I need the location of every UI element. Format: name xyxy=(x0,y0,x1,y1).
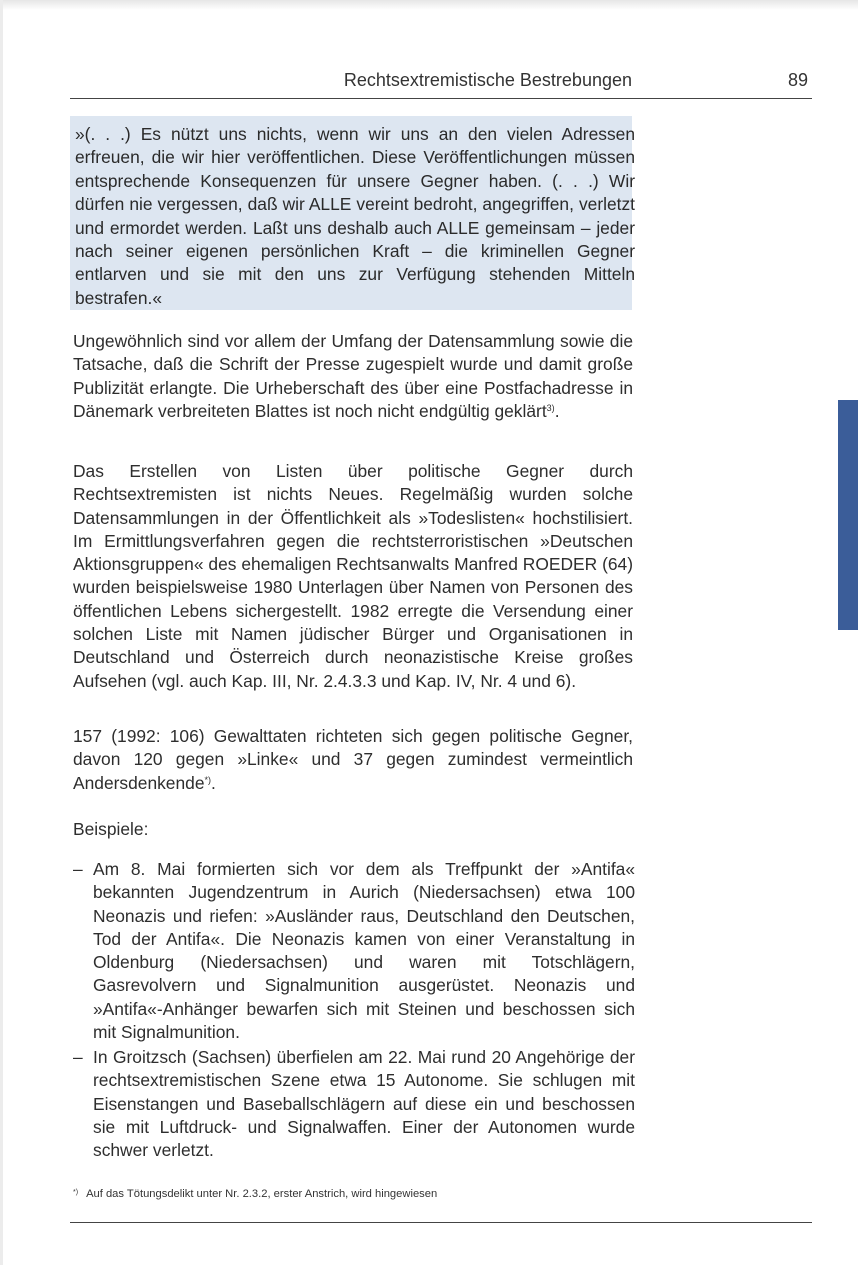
paragraph-end: . xyxy=(554,400,560,421)
footnote xyxy=(73,1188,633,1200)
quoted-passage: »(. . .) Es nützt uns nichts, wenn wir uns an den vielen Adressen erfreuen, die wir hier veröffentlichen. Diese Veröffentlichungen müssen entsprechende Konsequenzen für unsere Gegner haben. (. . .) Wir dürfen nie vergessen, daß wir ALLE vereint bedroht, angegriffen, verletzt und ermordet werden. Laßt uns deshalb auch ALLE gemeinsam – jeder nach seiner eigenen persönlichen Kraft – die kriminellen Gegner entlarven und sie mit den uns zur Verfügung stehenden Mitteln bestrafen.« xyxy=(75,124,635,308)
dash-bullet: – xyxy=(73,859,83,879)
paragraph-text: Ungewöhnlich sind vor allem der Umfang der Datensammlung sowie die Tatsache, daß die Schrift der Presse zugespielt wurde und damit große Publizität erlangte. Die Urheberschaft des über eine Postfachadresse in Dänemark verbreiteten Blattes ist noch nicht endgültig geklärt xyxy=(73,331,633,421)
page-header xyxy=(70,70,812,99)
page-number: 89 xyxy=(787,70,808,90)
example-item-groitzsch xyxy=(73,1046,635,1162)
example-item-aurich xyxy=(73,858,635,1044)
footnote-text: Auf das Tötungsdelikt unter Nr. 2.3.2, erster Anstrich, wird hingewiesen xyxy=(86,1188,438,1200)
examples-label: Beispiele: xyxy=(73,819,149,839)
footnote-reference: *) xyxy=(204,774,211,785)
running-title: Rechtsextremistische Bestrebungen xyxy=(343,70,632,90)
page-left-edge xyxy=(0,0,3,1265)
paragraph-lists-history: Das Erstellen von Listen über politische Gegner durch Rechtsextremisten ist nichts Neues. Regelmäßig wurden solche Datensammlungen in der Öffentlichkeit als »Todeslisten« hochstilisiert. Im Ermittlungsverfahren gegen die rechtsterroristischen »Deutschen Aktionsgruppen« des ehemaligen Rechtsanwalts Manfred ROEDER (64) wurden beispielsweise 1980 Unterlagen über Namen von Personen des öffentlichen Lebens sichergestellt. 1982 erregte die Versendung einer solchen Liste mit Namen jüdischer Bürger und Organisationen in Deutschland und Österreich durch neonazistische Kreise großes Aufsehen (vgl. auch Kap. III, Nr. 2.4.3.3 und Kap. IV, Nr. 4 und 6). xyxy=(73,461,633,691)
paragraph-data-collection xyxy=(73,330,633,423)
footnote-mark: *) xyxy=(73,1189,79,1196)
page-top-edge xyxy=(0,0,858,10)
paragraph-violence-statistics xyxy=(73,725,633,795)
paragraph-text: 157 (1992: 106) Gewalttaten richteten sich gegen politische Gegner, davon 120 gegen »Linke« und 37 gegen zumindest vermeintlich Andersdenkende xyxy=(73,726,633,793)
dash-bullet: – xyxy=(73,1047,83,1067)
example-text: In Groitzsch (Sachsen) überfielen am 22. Mai rund 20 Angehörige der rechtsextremistischen Szene etwa 15 Autonome. Sie schlugen mit Eisenstangen und Baseballschlägern auf diese ein und beschossen sie mit Luftdruck- und Signalwaffen. Einer der Autonomen wurde schwer verletzt. xyxy=(93,1047,635,1161)
footnote-reference: 3) xyxy=(546,402,555,413)
example-text: Am 8. Mai formierten sich vor dem als Treffpunkt der »Antifa« bekannten Jugendzentrum in Aurich (Niedersachsen) etwa 100 Neonazis und riefen: »Ausländer raus, Deutschland den Deutschen, Tod der Antifa«. Die Neonazis kamen von einer Veranstaltung in Oldenburg (Niedersachsen) und waren mit Totschlägern, Gasrevolvern und Signalmunition ausgerüstet. Neonazis und »Antifa«-Anhänger bewarfen sich mit Steinen und beschossen sich mit Signalmunition. xyxy=(93,859,635,1043)
paragraph-end: . xyxy=(211,772,216,793)
chapter-thumb-tab xyxy=(838,400,858,630)
footer-rule xyxy=(70,1222,812,1223)
